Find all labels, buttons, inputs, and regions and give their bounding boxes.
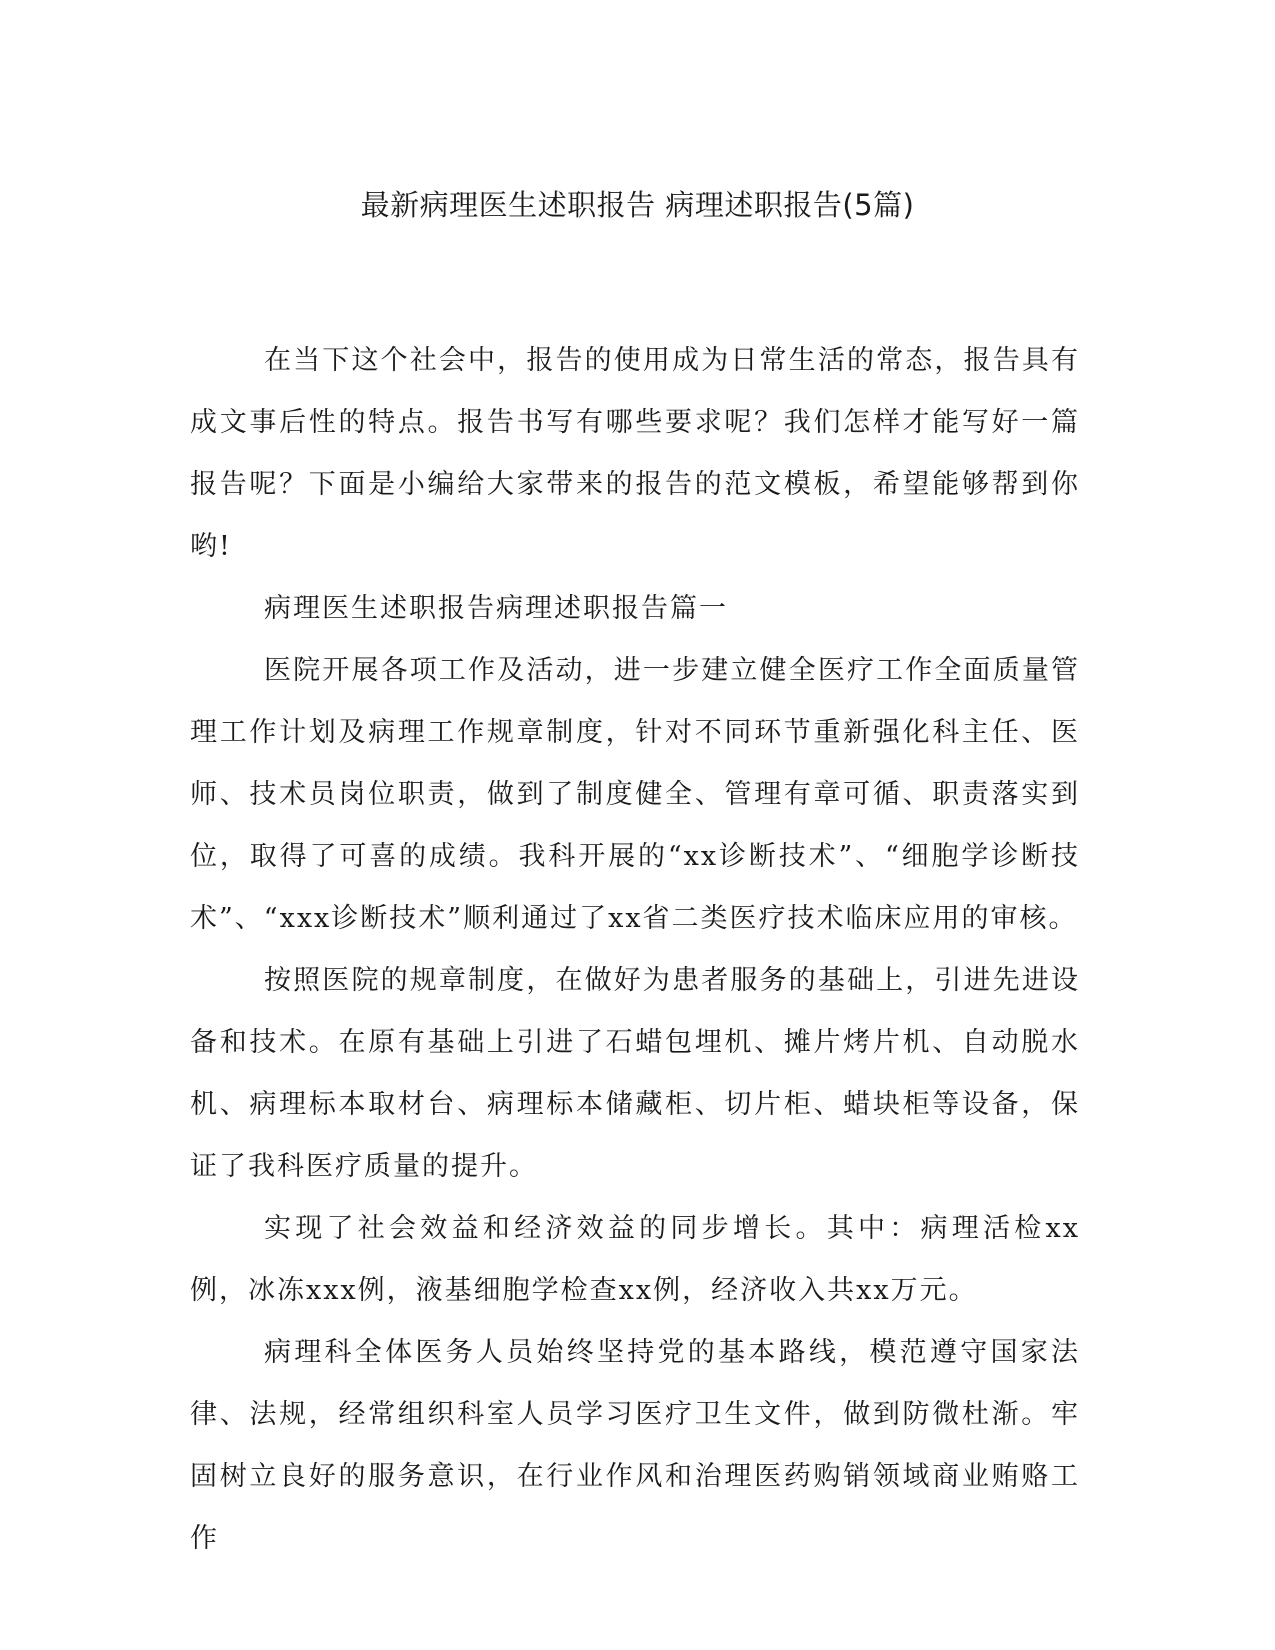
body-paragraph: 医院开展各项工作及活动，进一步建立健全医疗工作全面质量管理工作计划及病理工作规章制度，针对不同环节重新强化科主任、医师、技术员岗位职责，做到了制度健全、管理有章可循、职责落实到位，取得了可喜的成绩。我科开展的“xx诊断技术”、“细胞学诊断技术”、“xxx诊断技术”顺利通过了xx省二类医疗技术临床应用的审核。 <box>190 655 1080 934</box>
intro-paragraph: 在当下这个社会中，报告的使用成为日常生活的常态，报告具有成文事后性的特点。报告书写有哪些要求呢？我们怎样才能写好一篇报告呢？下面是小编给大家带来的报告的范文模板，希望能够帮到你哟! <box>190 345 1080 562</box>
document-title: 最新病理医生述职报告 病理述职报告(5篇) <box>360 188 915 222</box>
body-paragraph: 按照医院的规章制度，在做好为患者服务的基础上，引进先进设备和技术。在原有基础上引进了石蜡包埋机、摊片烤片机、自动脱水机、病理标本取材台、病理标本储藏柜、切片柜、蜡块柜等设备，保证了我科医疗质量的提升。 <box>190 965 1080 1182</box>
body-paragraph: 实现了社会效益和经济效益的同步增长。其中：病理活检xx例，冰冻xxx例，液基细胞学检查xx例，经济收入共xx万元。 <box>190 1213 1080 1306</box>
section-heading: 病理医生述职报告病理述职报告篇一 <box>264 593 728 624</box>
document-body <box>190 330 1080 1570</box>
body-paragraph: 病理科全体医务人员始终坚持党的基本路线，模范遵守国家法律、法规，经常组织科室人员学习医疗卫生文件，做到防微杜渐。牢固树立良好的服务意识，在行业作风和治理医药购销领域商业贿赂工作 <box>190 1337 1080 1554</box>
